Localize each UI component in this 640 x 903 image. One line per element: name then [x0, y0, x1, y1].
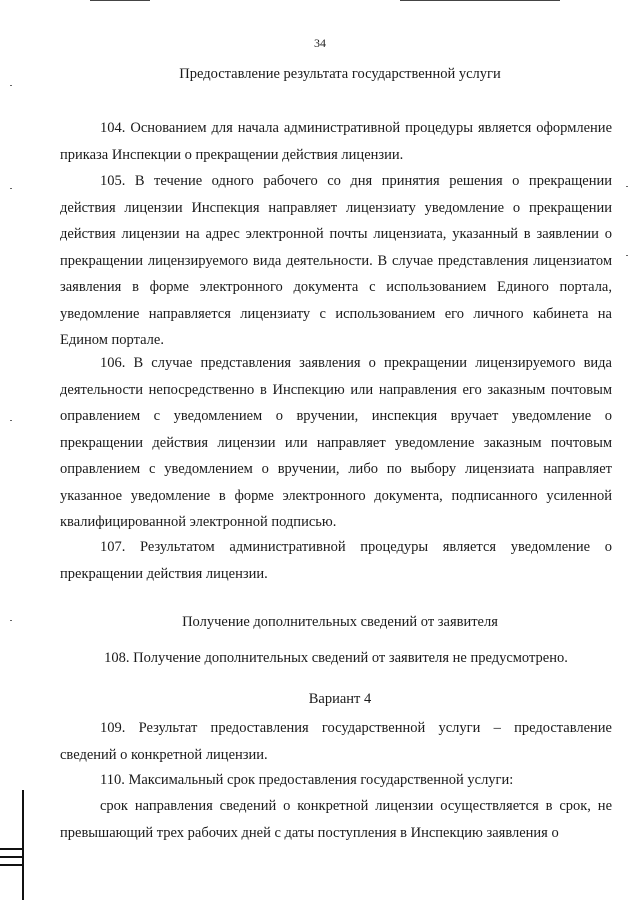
scan-speck — [626, 186, 628, 187]
scan-speck — [626, 255, 628, 256]
scan-speck — [10, 85, 12, 86]
scan-speck — [10, 620, 12, 621]
section-heading: Вариант 4 — [308, 691, 372, 707]
paragraph-110-text: срок направления сведений о конкретной лицензии осуществляется в срок, не превышающий трех рабочих дней с даты поступления в Инспекцию заявления о — [60, 798, 612, 841]
scan-edge-line — [400, 0, 560, 1]
page-number: 34 — [314, 36, 326, 50]
paragraph-106: 106. В случае представления заявления о прекращении лицензируемого вида деятельности непосредственно в Инспекцию или направления его заказным почтовым оправлением с уведомлением о вручении, инспекция вручает уведомление о прекращении действия лицензии или направляет уведомление заказным почтовым оправлением с уведомлением о вручении, либо по выбору лицензиата направляет указанное уведомление в форме электронного документа, подписанного усиленной квалифицированной электронной подписью. — [60, 355, 612, 530]
scan-edge-mark — [0, 848, 22, 850]
scan-edge-mark — [0, 856, 22, 858]
paragraph-108: 108. Получение дополнительных сведений от заявителя не предусмотрено. — [104, 650, 568, 666]
scan-speck — [10, 188, 12, 189]
paragraph-109: 109. Результат предоставления государственной услуги – предоставление сведений о конкретной лицензии. — [60, 720, 612, 763]
paragraph-107: 107. Результатом административной процедуры является уведомление о прекращении действия лицензии. — [60, 539, 612, 582]
scan-speck — [10, 420, 12, 421]
section-heading: Получение дополнительных сведений от заявителя — [182, 614, 498, 630]
paragraph-104: 104. Основанием для начала административной процедуры является оформление приказа Инспекции о прекращении действия лицензии. — [60, 120, 612, 163]
scan-edge-mark — [22, 790, 24, 900]
paragraph-110: 110. Максимальный срок предоставления государственной услуги: — [100, 772, 514, 788]
scan-edge-mark — [0, 864, 22, 866]
scan-edge-line — [90, 0, 150, 1]
section-heading: Предоставление результата государственной услуги — [179, 66, 501, 82]
paragraph-105: 105. В течение одного рабочего со дня принятия решения о прекращении действия лицензии Инспекция направляет лицензиату уведомление о прекращении действия лицензии на адрес электронной почты лицензиата, указанный в заявлении о прекращении лицензируемого вида деятельности. В случае представления лицензиатом заявления в форме электронного документа с использованием Единого портала, уведомление направляется лицензиату с использованием его личного кабинета на Едином портале. — [60, 173, 612, 348]
